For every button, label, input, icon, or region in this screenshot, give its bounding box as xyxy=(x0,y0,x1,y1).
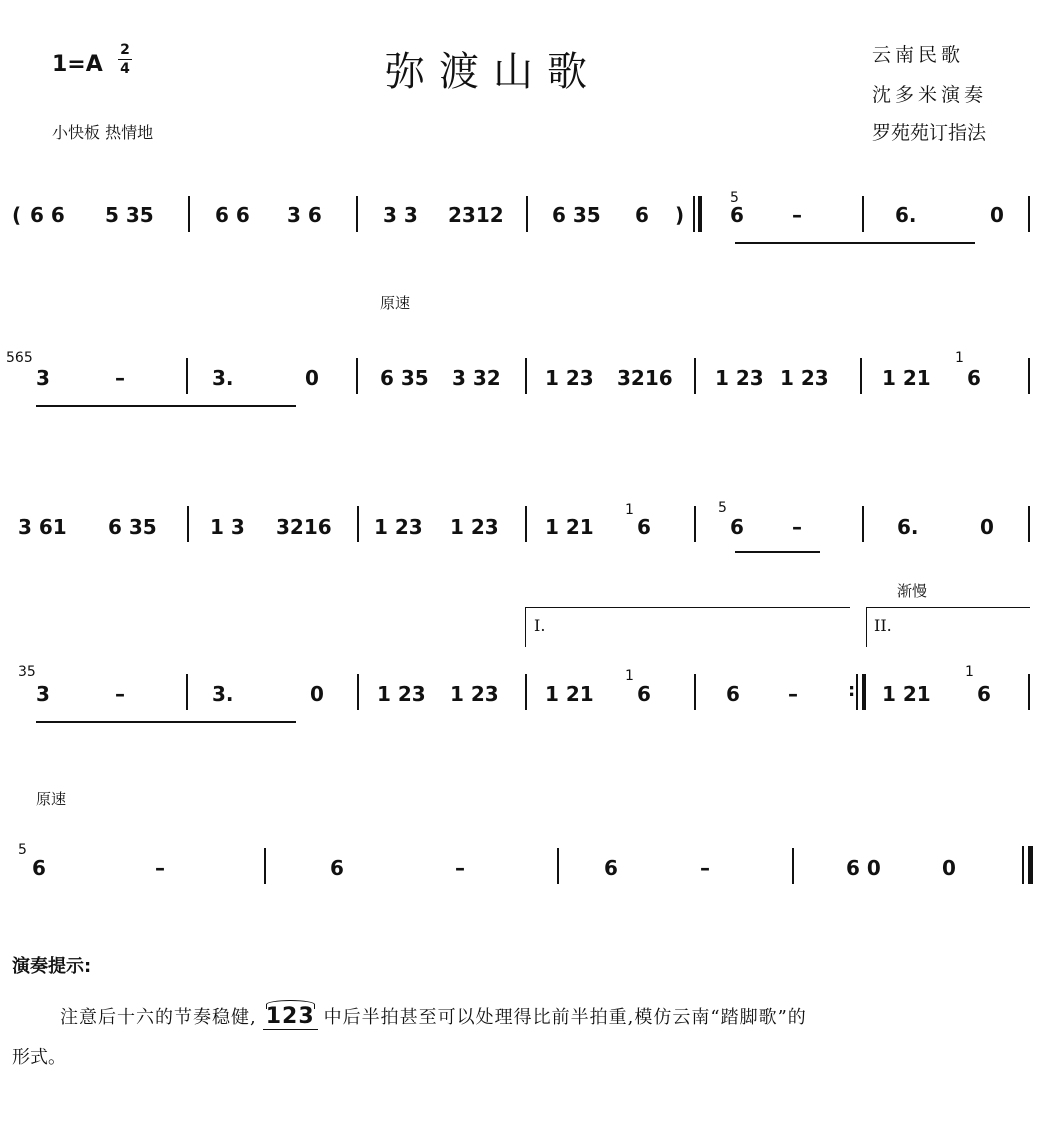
paren-open: ( xyxy=(12,203,22,227)
time-signature-top: 2 xyxy=(120,42,130,58)
bar-line xyxy=(557,848,559,884)
note-group: 3 6 xyxy=(287,203,322,227)
note-group: 3. xyxy=(212,366,234,390)
underline xyxy=(735,551,820,553)
bar-line xyxy=(357,506,359,542)
note-group: 3 61 xyxy=(18,515,67,539)
note-group: 1 23 xyxy=(450,515,499,539)
note-group: 1 3 xyxy=(210,515,245,539)
bar-line xyxy=(188,196,190,232)
note-group: 1 23 xyxy=(377,682,426,706)
bar-line xyxy=(186,358,188,394)
note-group: 6 35 xyxy=(108,515,157,539)
page-title: 弥渡山歌 xyxy=(385,49,601,95)
tips-text: 中后半拍甚至可以处理得比前半拍重,模仿云南“踏脚歌”的 xyxy=(323,1007,807,1028)
dash: – xyxy=(115,366,125,390)
dash: – xyxy=(455,856,465,880)
note-group: 3 xyxy=(36,682,50,706)
volta-bracket-edge xyxy=(525,607,526,647)
bar-line xyxy=(356,196,358,232)
tempo-marking: 渐慢 xyxy=(897,582,928,600)
grace-note: 1 xyxy=(965,664,974,680)
dash: – xyxy=(792,515,802,539)
grace-note: 1 xyxy=(955,350,964,366)
note-group: 6 6 xyxy=(215,203,250,227)
underline xyxy=(36,721,296,723)
note-group: 6 35 xyxy=(380,366,429,390)
note-group: 6 xyxy=(967,366,981,390)
end-bar-thick xyxy=(1028,846,1033,884)
volta-bracket-line xyxy=(866,607,1030,608)
bar-line xyxy=(357,674,359,710)
grace-note: 5 xyxy=(718,500,727,516)
grace-note: 565 xyxy=(6,350,33,366)
note-group: 3 xyxy=(36,366,50,390)
note-group: 3216 xyxy=(276,515,332,539)
tips-line-2: 形式。 xyxy=(12,1047,66,1068)
underline xyxy=(735,242,975,244)
note-group: 6 xyxy=(637,515,651,539)
note-group: 6 35 xyxy=(552,203,601,227)
repeat-bar-thick xyxy=(862,674,866,710)
tempo-marking: 小快板 热情地 xyxy=(52,123,154,142)
note-group: 1 21 xyxy=(545,682,594,706)
note-group: 1 21 xyxy=(545,515,594,539)
paren-close: ) xyxy=(675,203,685,227)
key-signature: 1=A xyxy=(52,52,103,77)
tips-heading: 演奏提示: xyxy=(12,956,92,977)
volta-2: II. xyxy=(874,616,892,635)
bar-line xyxy=(525,358,527,394)
repeat-dots: : xyxy=(848,680,856,701)
tips-text: 注意后十六的节奏稳健, xyxy=(60,1007,257,1028)
credit-origin: 云南民歌 xyxy=(872,44,965,66)
note-group: 6 6 xyxy=(30,203,65,227)
note-group: 6 xyxy=(977,682,991,706)
bar-line xyxy=(792,848,794,884)
bar-line xyxy=(1028,674,1030,710)
bar-line xyxy=(694,358,696,394)
credit-performer: 沈多米演奏 xyxy=(872,84,988,106)
time-signature xyxy=(118,42,132,77)
note-group: 0 xyxy=(990,203,1004,227)
note-group: 6 xyxy=(730,515,744,539)
volta-bracket-edge xyxy=(866,607,867,647)
bar-line xyxy=(860,358,862,394)
bar-line xyxy=(1028,506,1030,542)
dash: – xyxy=(700,856,710,880)
grace-note: 5 xyxy=(18,842,27,858)
bar-line xyxy=(525,506,527,542)
bar-line xyxy=(694,506,696,542)
repeat-bar-thin xyxy=(693,196,695,232)
bar-line xyxy=(525,674,527,710)
bar-line xyxy=(862,196,864,232)
volta-1: I. xyxy=(534,616,546,635)
note-group: 1 21 xyxy=(882,682,931,706)
repeat-bar-thick xyxy=(698,196,702,232)
end-bar-thin xyxy=(1022,846,1024,884)
note-group: 3 3 xyxy=(383,203,418,227)
grace-note: 5 xyxy=(730,190,739,206)
note-group: 0 xyxy=(305,366,319,390)
note-group: 1 23 xyxy=(450,682,499,706)
note-group: 6 xyxy=(604,856,618,880)
note-group: 1 23 xyxy=(715,366,764,390)
tempo-marking: 原速 xyxy=(380,294,411,312)
tempo-marking: 原速 xyxy=(36,790,67,808)
dash: – xyxy=(792,203,802,227)
note-group: 6. xyxy=(897,515,919,539)
bar-line xyxy=(1028,196,1030,232)
note-group: 1 23 xyxy=(374,515,423,539)
bar-line xyxy=(186,674,188,710)
note-group: 6 xyxy=(330,856,344,880)
note-group: 6. xyxy=(895,203,917,227)
note-group: 6 xyxy=(726,682,740,706)
note-group: 5 35 xyxy=(105,203,154,227)
note-group: 1 23 xyxy=(545,366,594,390)
repeat-bar-thin xyxy=(856,674,858,710)
bar-line xyxy=(862,506,864,542)
bar-line xyxy=(694,674,696,710)
note-group: 3. xyxy=(212,682,234,706)
note-group: 6 xyxy=(635,203,649,227)
bar-line xyxy=(526,196,528,232)
note-group: 6 xyxy=(32,856,46,880)
note-group: 3 32 xyxy=(452,366,501,390)
note-group: 2312 xyxy=(448,203,504,227)
dash: – xyxy=(115,682,125,706)
time-signature-bottom: 4 xyxy=(120,61,130,77)
tips-line-1 xyxy=(60,1003,807,1029)
bar-line xyxy=(187,506,189,542)
note-group: 0 xyxy=(980,515,994,539)
credit-fingering: 罗苑苑订指法 xyxy=(872,122,987,144)
tips-note: 123 xyxy=(263,1004,318,1030)
note-group: 1 23 xyxy=(780,366,829,390)
note-group: 0 xyxy=(942,856,956,880)
note-group: 6 0 xyxy=(846,856,881,880)
note-group: 1 21 xyxy=(882,366,931,390)
grace-note: 35 xyxy=(18,664,36,680)
dash: – xyxy=(788,682,798,706)
note-group: 6 xyxy=(730,203,744,227)
underline xyxy=(36,405,296,407)
note-group: 3216 xyxy=(617,366,673,390)
grace-note: 1 xyxy=(625,668,634,684)
bar-line xyxy=(356,358,358,394)
note-group: 0 xyxy=(310,682,324,706)
note-group: 6 xyxy=(637,682,651,706)
volta-bracket-line xyxy=(525,607,850,608)
dash: – xyxy=(155,856,165,880)
bar-line xyxy=(1028,358,1030,394)
bar-line xyxy=(264,848,266,884)
grace-note: 1 xyxy=(625,502,634,518)
